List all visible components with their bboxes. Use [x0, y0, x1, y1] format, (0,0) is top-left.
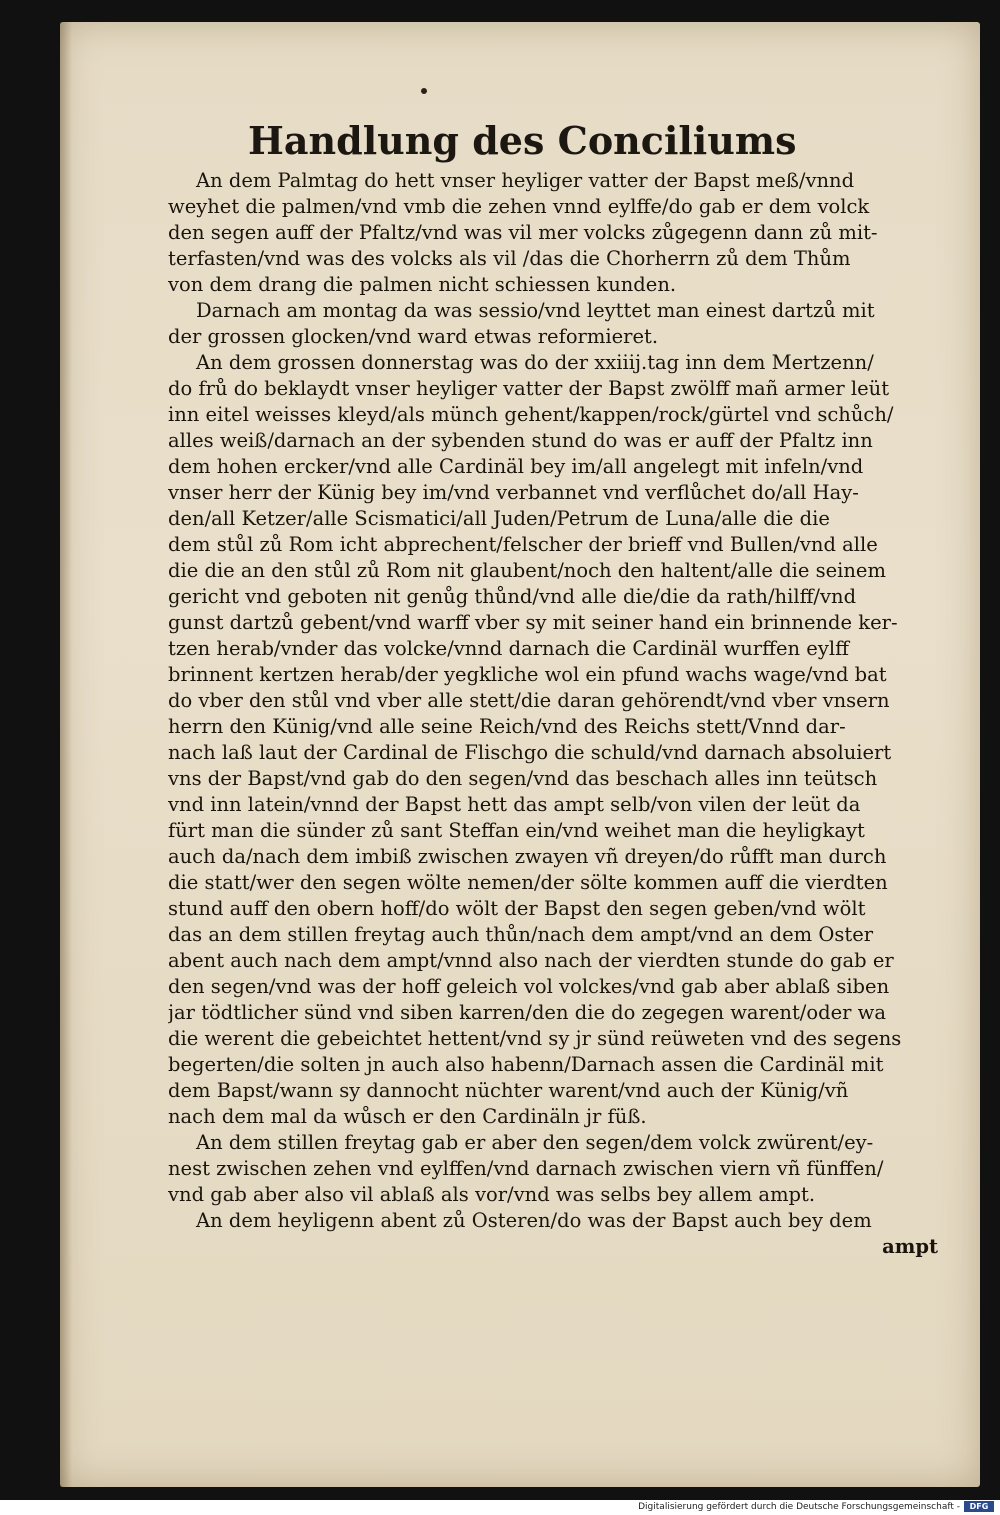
- text-line: dem hohen ercker/vnd alle Cardinäl bey im/all angelegt mit infeln/vnd: [168, 455, 864, 478]
- text-line: abent auch nach dem ampt/vnnd also nach der vierdten stunde do gab er: [168, 949, 894, 972]
- text-line: Darnach am montag da was sessio/vnd leyttet man einest dartzů mit: [196, 299, 875, 322]
- footer-credit: Digitalisierung gefördert durch die Deutsche Forschungsgemeinschaft -: [638, 1502, 960, 1512]
- text-line: begerten/die solten jn auch also habenn/Darnach assen die Cardinäl mit: [168, 1053, 884, 1076]
- text-line: auch da/nach dem imbiß zwischen zwayen vñ dreyen/do růfft man durch: [168, 845, 887, 868]
- text-line: terfasten/vnd was des volcks als vil /das die Chorherrn zů dem Thům: [168, 247, 851, 270]
- text-line: An dem grossen donnerstag was do der xxiiij.tag inn dem Mertzenn/: [196, 351, 874, 374]
- text-line: gericht vnd geboten nit genůg thůnd/vnd alle die/die da rath/hilff/vnd: [168, 585, 857, 608]
- text-line: tzen herab/vnder das volcke/vnnd darnach die Cardinäl wurffen eylff: [168, 637, 849, 660]
- text-line: von dem drang die palmen nicht schiessen kunden.: [168, 273, 677, 296]
- text-line: stund auff den obern hoff/do wölt der Bapst den segen geben/vnd wölt: [168, 897, 866, 920]
- text-line: jar tödtlicher sünd vnd siben karren/den die do zegegen warent/oder wa: [168, 1001, 886, 1024]
- text-line: den segen/vnd was der hoff geleich vol volckes/vnd gab aber ablaß siben: [168, 975, 890, 998]
- text-line: An dem heyligenn abent zů Osteren/do was der Bapst auch bey dem: [196, 1209, 872, 1232]
- text-line: dem Bapst/wann sy dannocht nüchter warent/vnd auch der Künig/vñ: [168, 1079, 849, 1102]
- text-line: das an dem stillen freytag auch thůn/nach dem ampt/vnd an dem Oster: [168, 923, 874, 946]
- text-line: inn eitel weisses kleyd/als münch gehent/kappen/rock/gürtel vnd schůch/: [168, 403, 894, 426]
- text-line: vns der Bapst/vnd gab do den segen/vnd das beschach alles inn teütsch: [168, 767, 878, 790]
- text-line: weyhet die palmen/vnd vmb die zehen vnnd eylffe/do gab er dem volck: [168, 195, 870, 218]
- text-line: den segen auff der Pfaltz/vnd was vil mer volcks zůgegenn dann zů mit-: [168, 221, 878, 244]
- text-line: vnd inn latein/vnnd der Bapst hett das ampt selb/von vilen der leüt da: [168, 793, 861, 816]
- text-line: die statt/wer den segen wölte nemen/der sölte kommen auff die vierdten: [168, 871, 888, 894]
- text-line: fürt man die sünder zů sant Steffan ein/vnd weihet man die heyligkayt: [168, 819, 865, 842]
- text-line: nach dem mal da wůsch er den Cardinäln jr füß.: [168, 1105, 647, 1128]
- text-line: alles weiß/darnach an der sybenden stund do was er auff der Pfaltz inn: [168, 429, 873, 452]
- text-line: do vber den stůl vnd vber alle stett/die daran gehörendt/vnd vber vnsern: [168, 689, 890, 712]
- text-line: brinnent kertzen herab/der yegkliche wol ein pfund wachs wage/vnd bat: [168, 663, 887, 686]
- text-line: An dem Palmtag do hett vnser heyliger vatter der Bapst meß/vnnd: [196, 169, 855, 192]
- dfg-logo-icon: DFG: [964, 1501, 994, 1512]
- text-line: An dem stillen freytag gab er aber den segen/dem volck zwürent/ey-: [196, 1131, 874, 1154]
- page-heading: Handlung des Conciliums: [248, 118, 797, 163]
- text-line: dem stůl zů Rom icht abprechent/felscher der brieff vnd Bullen/vnd alle: [168, 533, 878, 556]
- text-line: herrn den Künig/vnd alle seine Reich/vnd des Reichs stett/Vnnd dar-: [168, 715, 846, 738]
- text-line: den/all Ketzer/alle Scismatici/all Juden/Petrum de Luna/alle die die: [168, 507, 830, 530]
- text-line: der grossen glocken/vnd ward etwas reformieret.: [168, 325, 659, 348]
- page-gutter-shadow: [60, 22, 72, 1487]
- body-text: [168, 168, 938, 1260]
- text-line: vnd gab aber also vil ablaß als vor/vnd was selbs bey allem ampt.: [168, 1183, 816, 1206]
- digitization-footer: [0, 1500, 1000, 1515]
- text-line: do frů do beklaydt vnser heyliger vatter der Bapst zwölff mañ armer leüt: [168, 377, 890, 400]
- text-line: nest zwischen zehen vnd eylffen/vnd darnach zwischen viern vñ fünffen/: [168, 1157, 884, 1180]
- text-line: gunst dartzů gebent/vnd warff vber sy mit seiner hand ein brinnende ker-: [168, 611, 898, 634]
- text-line: die die an den stůl zů Rom nit glaubent/noch den haltent/alle die seinem: [168, 559, 886, 582]
- text-line: die werent die gebeichtet hettent/vnd sy jr sünd reüweten vnd des segens: [168, 1027, 902, 1050]
- text-line: nach laß laut der Cardinal de Flischgo die schuld/vnd darnach absoluiert: [168, 741, 892, 764]
- catchword: ampt: [882, 1235, 938, 1258]
- ink-dot: [421, 88, 427, 94]
- text-line: vnser herr der Künig bey im/vnd verbannet vnd verflůchet do/all Hay-: [168, 481, 859, 504]
